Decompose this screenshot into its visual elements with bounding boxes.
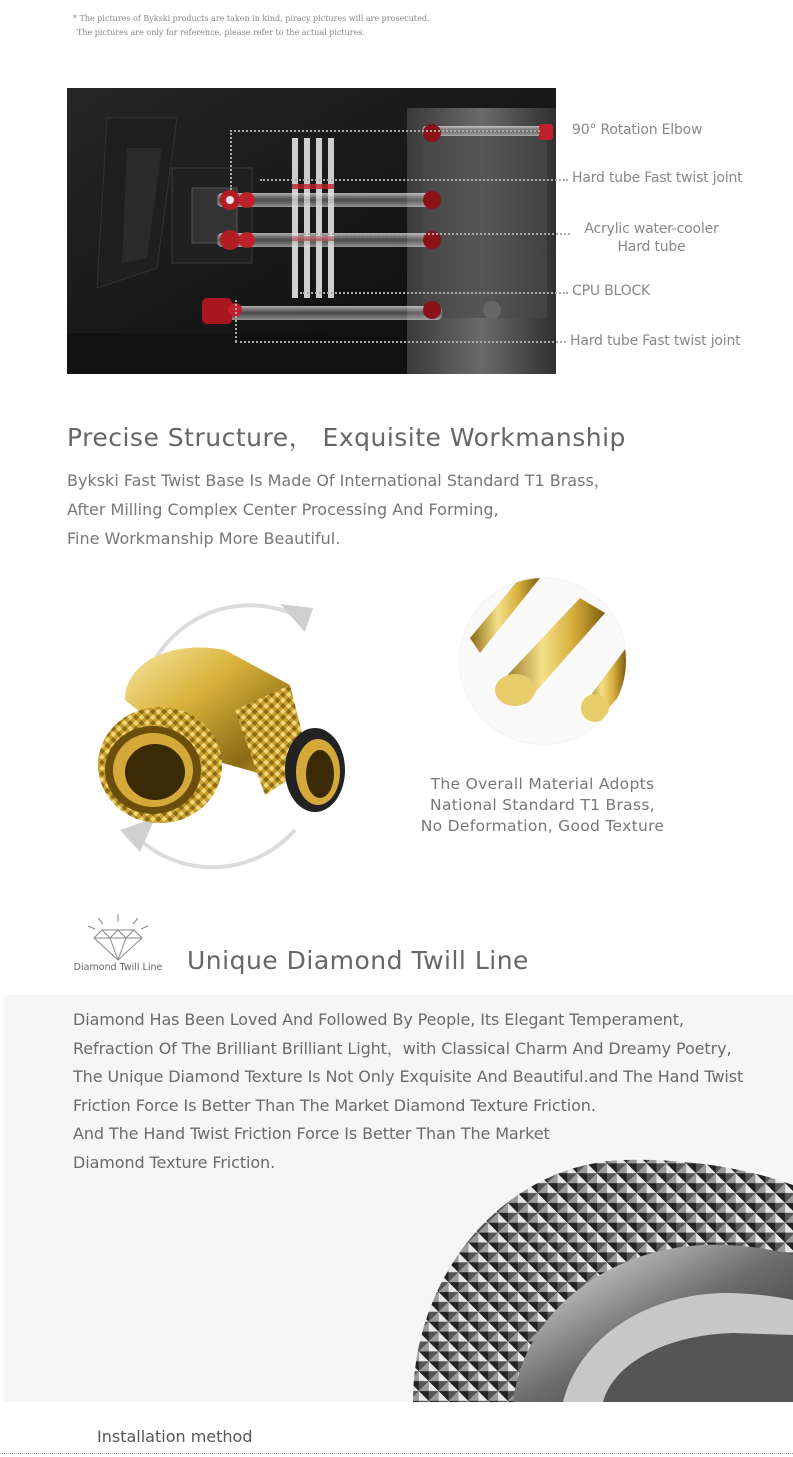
installation-divider bbox=[0, 1453, 793, 1454]
disclaimer bbox=[73, 12, 430, 40]
diamond-body bbox=[73, 1006, 743, 1177]
brass-rods-image bbox=[460, 578, 626, 744]
callout-hard-tube-joint-2: Hard tube Fast twist joint bbox=[570, 333, 741, 349]
leader-line-cpu-block bbox=[300, 292, 568, 294]
callout-rotation-elbow: 90° Rotation Elbow bbox=[572, 122, 703, 138]
diamond-line-4: Friction Force Is Better Than The Market Diamond Texture Friction. bbox=[73, 1095, 596, 1115]
installation-method-heading: Installation method bbox=[97, 1427, 253, 1446]
structure-line-1: Bykski Fast Twist Base Is Made Of International Standard T1 Brass， bbox=[67, 471, 610, 490]
diamond-line-2: Refraction Of The Brilliant Brilliant Light，with Classical Charm And Dreamy Poetry, bbox=[73, 1038, 732, 1058]
leader-line-twist-joint-2 bbox=[235, 341, 566, 343]
material-caption bbox=[405, 774, 680, 837]
diamond-logo bbox=[68, 912, 168, 977]
callout-acrylic-line-2: Hard tube bbox=[617, 239, 686, 255]
disclaimer-line-1: * The pictures of Bykski products are taken in kind, piracy pictures will are prosecuted. bbox=[73, 14, 430, 23]
leader-line-twist-joint-1 bbox=[260, 179, 568, 181]
callout-cpu-block: CPU BLOCK bbox=[572, 283, 650, 299]
callout-acrylic-tube bbox=[574, 220, 729, 256]
brass-rods-illustration bbox=[460, 578, 626, 744]
structure-body bbox=[67, 466, 610, 553]
diamond-line-6: Diamond Texture Friction. bbox=[73, 1152, 276, 1172]
diamond-line-1: Diamond Has Been Loved And Followed By People, Its Elegant Temperament, bbox=[73, 1010, 684, 1029]
structure-line-3: Fine Workmanship More Beautiful. bbox=[67, 529, 341, 548]
diamond-icon bbox=[68, 912, 168, 962]
diamond-title: Unique Diamond Twill Line bbox=[187, 946, 529, 975]
callout-acrylic-line-1: Acrylic water-cooler bbox=[584, 221, 719, 237]
diamond-line-3: The Unique Diamond Texture Is Not Only Exquisite And Beautiful.and The Hand Twist bbox=[73, 1067, 744, 1086]
leader-line-elbow bbox=[230, 130, 540, 132]
leader-line-elbow-vertical bbox=[230, 130, 232, 190]
structure-title: Precise Structure， Exquisite Workmanship bbox=[67, 423, 626, 452]
disclaimer-line-2: The pictures are only for reference, please refer to the actual pictures. bbox=[77, 28, 365, 37]
material-line-2: National Standard T1 Brass, bbox=[430, 796, 655, 814]
leader-line-acrylic bbox=[300, 233, 570, 235]
material-line-1: The Overall Material Adopts bbox=[430, 775, 655, 793]
brass-elbow-image bbox=[85, 590, 365, 880]
leader-line-twist-joint-2-vertical bbox=[235, 300, 237, 342]
structure-line-2: After Milling Complex Center Processing And Forming, bbox=[67, 500, 499, 519]
callout-hard-tube-joint-1: Hard tube Fast twist joint bbox=[572, 170, 743, 186]
diamond-logo-label: Diamond Twill Line bbox=[73, 962, 163, 973]
brass-elbow-illustration bbox=[85, 590, 365, 880]
material-line-3: No Deformation, Good Texture bbox=[420, 817, 665, 835]
diamond-line-5: And The Hand Twist Friction Force Is Better Than The Market bbox=[73, 1124, 550, 1143]
